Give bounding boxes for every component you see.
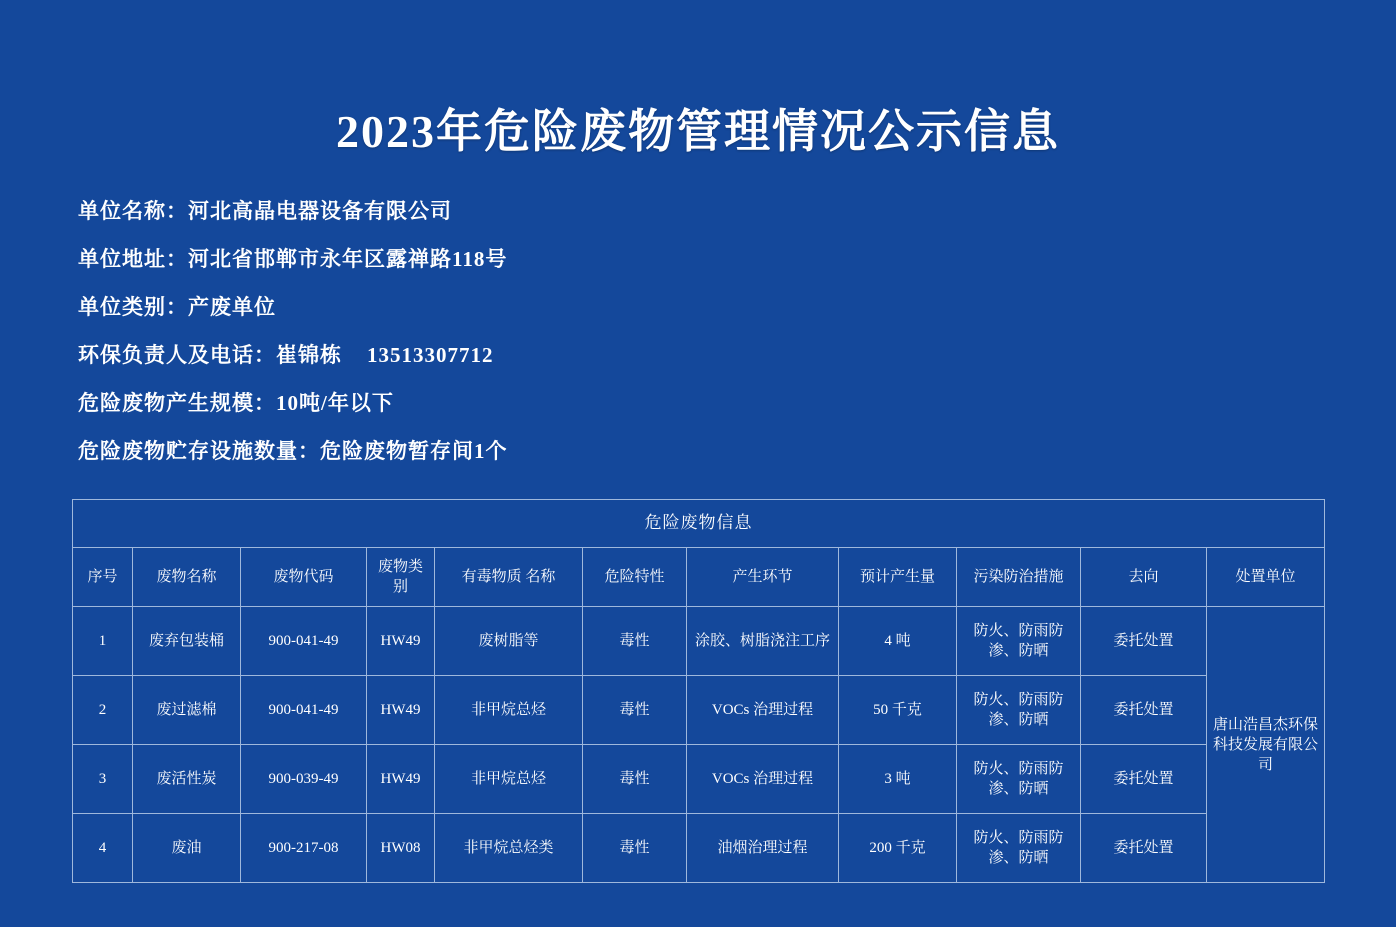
cell-toxic-substance: 非甲烷总烃 [435, 676, 583, 745]
cell-index: 1 [73, 607, 133, 676]
cell-toxic-substance: 废树脂等 [435, 607, 583, 676]
cell-index: 2 [73, 676, 133, 745]
page-title: 2023年危险废物管理情况公示信息 [336, 106, 1060, 157]
table-row [73, 676, 1325, 745]
table-caption: 危险废物信息 [73, 500, 1325, 548]
info-line-company-category: 单位类别：产废单位 [78, 294, 276, 319]
cell-disposal-unit: 唐山浩昌杰环保科技发展有限公司 [1207, 607, 1325, 883]
cell-destination: 委托处置 [1081, 676, 1207, 745]
header-waste-code: 废物代码 [241, 547, 367, 607]
cell-destination: 委托处置 [1081, 745, 1207, 814]
cell-estimated-amount: 3 吨 [839, 745, 957, 814]
info-line-storage-facilities: 危险废物贮存设施数量：危险废物暂存间1个 [78, 438, 508, 463]
cell-waste-category: HW49 [367, 745, 435, 814]
table-row [73, 607, 1325, 676]
table-row [73, 814, 1325, 883]
cell-pollution-control: 防火、防雨防渗、防晒 [957, 676, 1081, 745]
header-generation-process: 产生环节 [687, 547, 839, 607]
table-header-row [73, 547, 1325, 607]
cell-waste-name: 废过滤棉 [133, 676, 241, 745]
cell-waste-code: 900-039-49 [241, 745, 367, 814]
cell-waste-category: HW49 [367, 607, 435, 676]
cell-waste-category: HW08 [367, 814, 435, 883]
cell-toxic-substance: 非甲烷总烃 [435, 745, 583, 814]
cell-waste-code: 900-041-49 [241, 676, 367, 745]
header-waste-category: 废物类别 [367, 547, 435, 607]
cell-index: 4 [73, 814, 133, 883]
cell-toxic-substance: 非甲烷总烃类 [435, 814, 583, 883]
cell-hazard-property: 毒性 [583, 607, 687, 676]
cell-pollution-control: 防火、防雨防渗、防晒 [957, 745, 1081, 814]
cell-waste-name: 废油 [133, 814, 241, 883]
header-waste-name: 废物名称 [133, 547, 241, 607]
cell-destination: 委托处置 [1081, 814, 1207, 883]
cell-waste-code: 900-217-08 [241, 814, 367, 883]
info-line-company-name: 单位名称：河北高晶电器设备有限公司 [78, 198, 452, 223]
header-toxic-substance: 有毒物质 名称 [435, 547, 583, 607]
header-pollution-control: 污染防治措施 [957, 547, 1081, 607]
header-estimated-amount: 预计产生量 [839, 547, 957, 607]
info-line-contact-person: 环保负责人及电话：崔锦栋 13513307712 [78, 342, 494, 367]
cell-hazard-property: 毒性 [583, 814, 687, 883]
info-line-waste-scale: 危险废物产生规模：10吨/年以下 [78, 390, 394, 415]
cell-waste-name: 废活性炭 [133, 745, 241, 814]
hazardous-waste-table-wrapper [72, 499, 1324, 883]
cell-estimated-amount: 50 千克 [839, 676, 957, 745]
cell-estimated-amount: 4 吨 [839, 607, 957, 676]
table-caption-row [73, 500, 1325, 548]
cell-index: 3 [73, 745, 133, 814]
header-disposal-unit: 处置单位 [1207, 547, 1325, 607]
header-hazard-property: 危险特性 [583, 547, 687, 607]
hazardous-waste-table [72, 499, 1325, 883]
cell-waste-code: 900-041-49 [241, 607, 367, 676]
cell-generation-process: VOCs 治理过程 [687, 676, 839, 745]
cell-waste-category: HW49 [367, 676, 435, 745]
cell-waste-name: 废弃包装桶 [133, 607, 241, 676]
cell-hazard-property: 毒性 [583, 745, 687, 814]
cell-estimated-amount: 200 千克 [839, 814, 957, 883]
header-destination: 去向 [1081, 547, 1207, 607]
cell-generation-process: 油烟治理过程 [687, 814, 839, 883]
cell-generation-process: 涂胶、树脂浇注工序 [687, 607, 839, 676]
info-line-company-address: 单位地址：河北省邯郸市永年区露禅路118号 [78, 246, 508, 271]
cell-destination: 委托处置 [1081, 607, 1207, 676]
cell-hazard-property: 毒性 [583, 676, 687, 745]
company-info-block [78, 187, 1324, 475]
table-row [73, 745, 1325, 814]
cell-pollution-control: 防火、防雨防渗、防晒 [957, 607, 1081, 676]
cell-generation-process: VOCs 治理过程 [687, 745, 839, 814]
cell-pollution-control: 防火、防雨防渗、防晒 [957, 814, 1081, 883]
header-index: 序号 [73, 547, 133, 607]
